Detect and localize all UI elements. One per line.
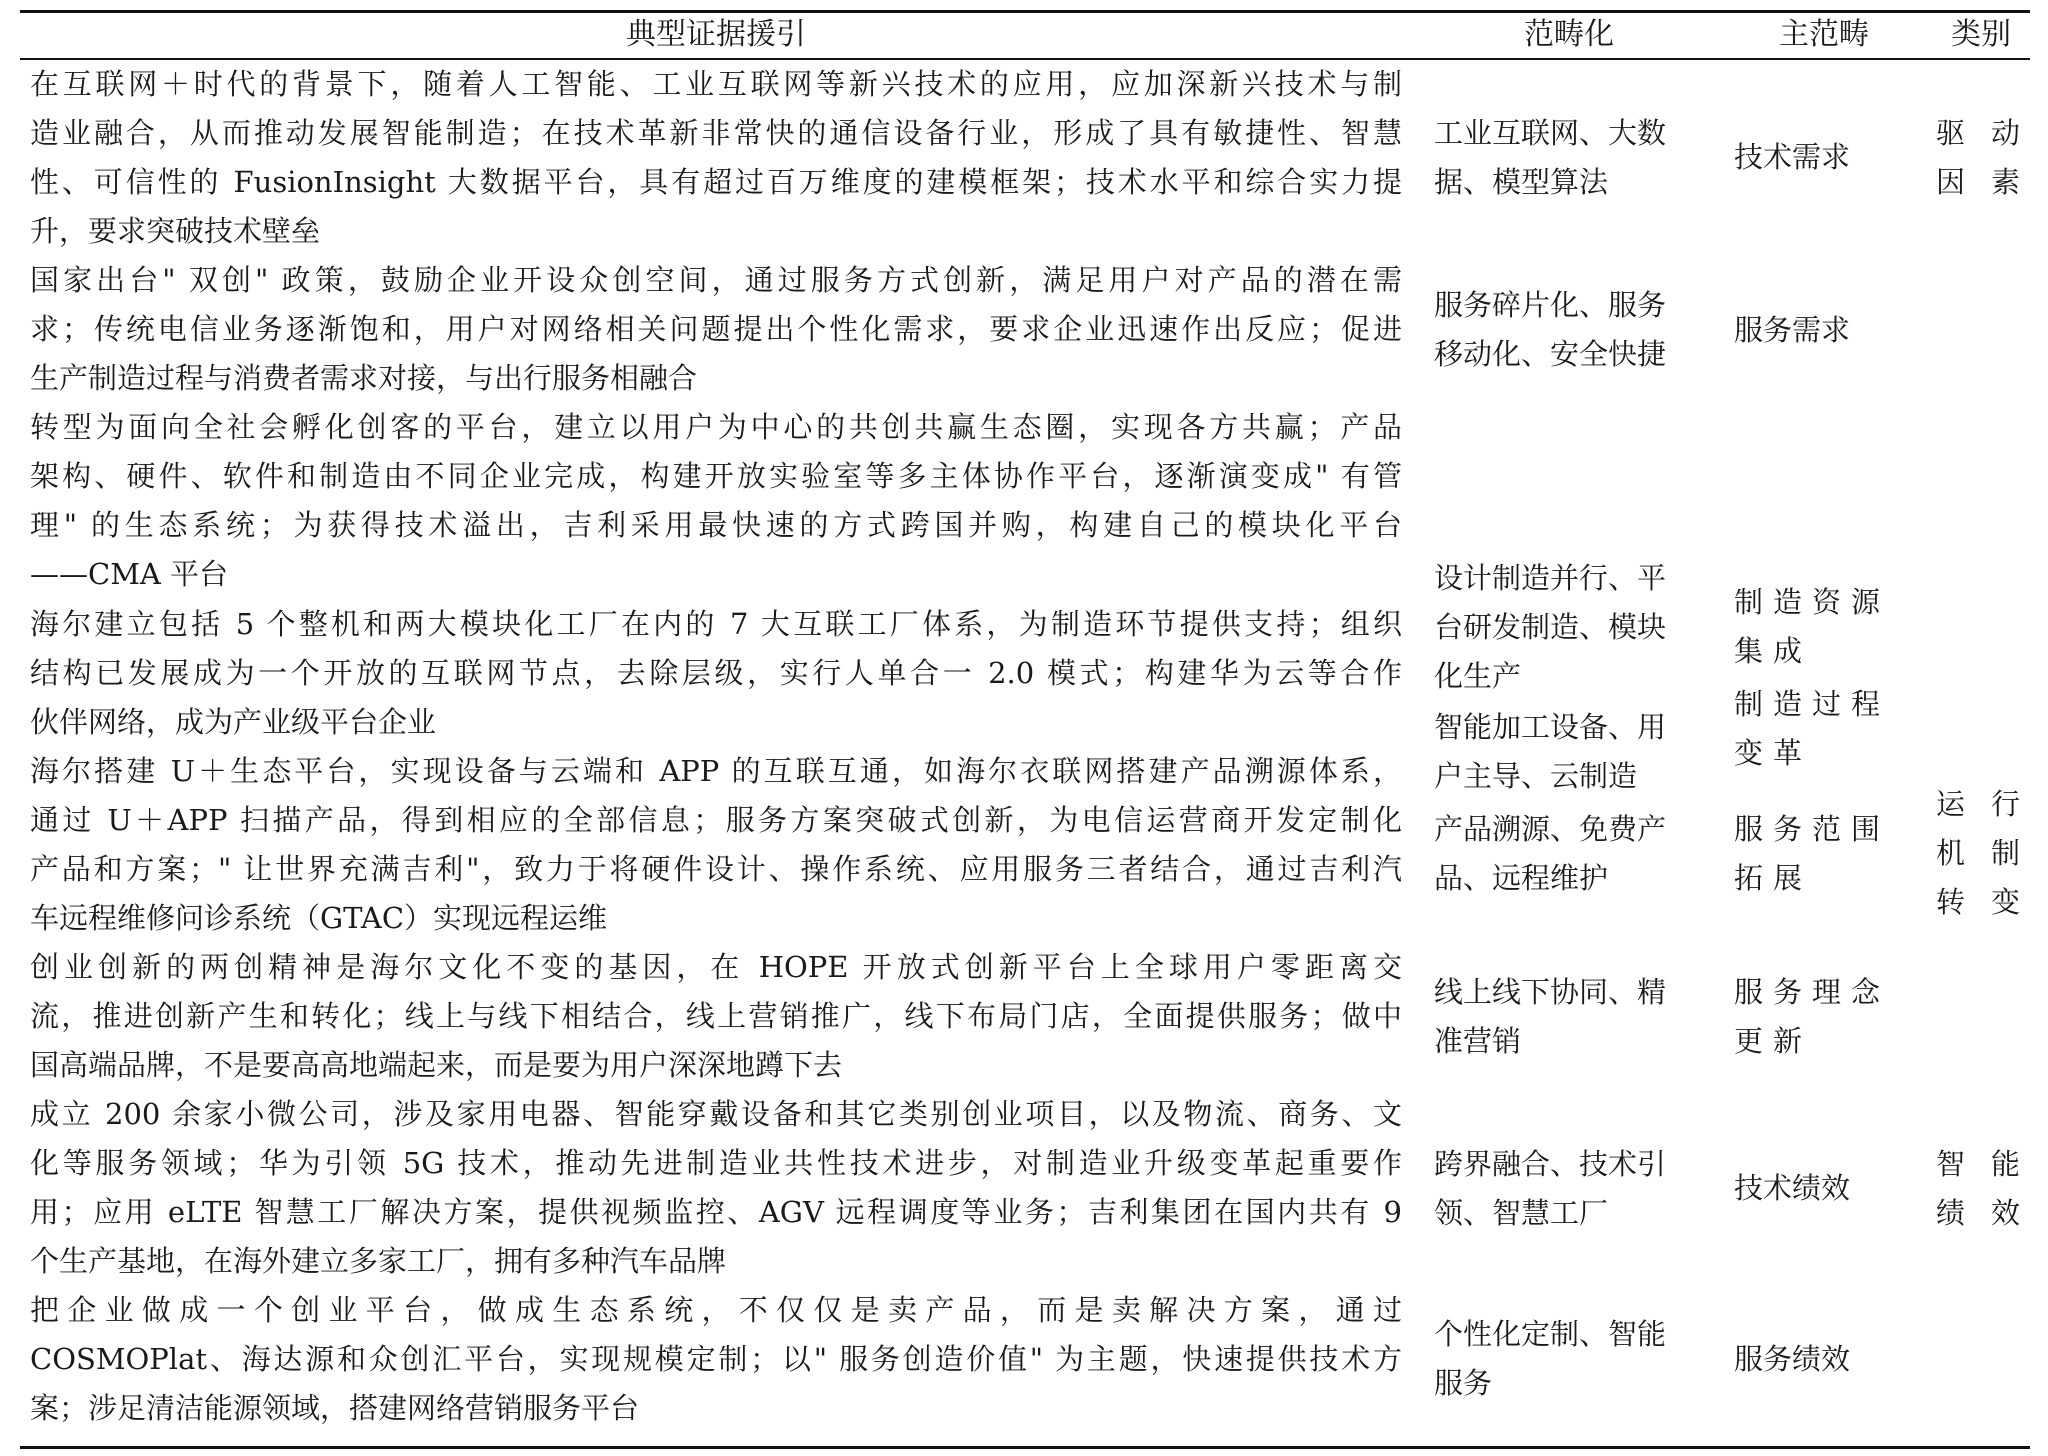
row-6-evidence: 创业创新的两创精神是海尔文化不变的基因，在 HOPE 开放式创新平台上全球用户零距离交 流，推进创新产生和转化；线上与线下相结合，线上营销推广，线下布局门店，全面提供服务；做中 国高端品牌，不是要高高地端起来，而是要为用户深深地蹲下去 (30, 950, 1402, 1082)
row-2-evidence: 国家出台" 双创" 政策，鼓励企业开设众创空间，通过服务方式创新，满足用户对产品的潜在需 求；传统电信业务逐渐饱和，用户对网络相关问题提出个性化需求，要求企业迅速作出反应；促进 生产制造过程与消费者需求对接，与出行服务相融合 (30, 263, 1402, 395)
row-2-main: 服务需求 (1734, 313, 1851, 347)
table-bottom-rule (20, 1446, 2030, 1449)
row-3-main: 制造资源 集成 (1734, 585, 1891, 668)
row-2-category: 服务碎片化、服务 移动化、安全快捷 (1434, 288, 1667, 371)
row-7-category: 跨界融合、技术引 领、智慧工厂 (1434, 1147, 1667, 1230)
row-4-main: 制造过程 变革 (1734, 687, 1891, 770)
row-5-category: 产品溯源、免费产 品、远程维护 (1434, 812, 1667, 895)
header-evidence: 典型证据援引 (626, 17, 806, 52)
row-4-category: 智能加工设备、用 户主导、云制造 (1434, 710, 1667, 793)
row-1-evidence: 在互联网＋时代的背景下，随着人工智能、工业互联网等新兴技术的应用，应加深新兴技术与制 造业融合，从而推动发展智能制造；在技术革新非常快的通信设备行业，形成了具有敏捷性、智慧 性、可信性的 FusionInsight 大数据平台，具有超过百万维度的建模框架；技术水平和综合实力提 升，要求突破技术壁垒 (30, 67, 1402, 248)
row-6-category: 线上线下协同、精 准营销 (1434, 975, 1667, 1058)
row-3-category: 设计制造并行、平 台研发制造、模块 化生产 (1434, 561, 1667, 693)
class-driving-factors: 驱动 因素 (1936, 116, 2047, 199)
row-3-evidence: 转型为面向全社会孵化创客的平台，建立以用户为中心的共创共赢生态圈，实现各方共赢；产品 架构、硬件、软件和制造由不同企业完成，构建开放实验室等多主体协作平台，逐渐演变成" 有管 理" 的生态系统；为获得技术溢出，吉利采用最快速的方式跨国并购，构建自己的模块化平台 ——CMA 平台 (30, 410, 1402, 591)
row-1-main: 技术需求 (1734, 140, 1851, 174)
row-7-evidence: 成立 200 余家小微公司，涉及家用电器、智能穿戴设备和其它类别创业项目，以及物流、商务、文 化等服务领域；华为引领 5G 技术，推动先进制造业共性技术进步，对制造业升级变革起重要作 用；应用 eLTE 智慧工厂解决方案，提供视频监控、AGV 远程调度等业务；吉利集团在国内共有 9 个生产基地，在海外建立多家工厂，拥有多种汽车品牌 (30, 1097, 1402, 1278)
row-6-main: 服务理念 更新 (1734, 975, 1891, 1058)
header-main-category: 主范畴 (1779, 17, 1869, 52)
row-7-main: 技术绩效 (1734, 1171, 1851, 1205)
row-1-category: 工业互联网、大数 据、模型算法 (1434, 116, 1667, 199)
row-5-evidence: 海尔搭建 U＋生态平台，实现设备与云端和 APP 的互联互通，如海尔衣联网搭建产品溯源体系， 通过 U＋APP 扫描产品，得到相应的全部信息；服务方案突破式创新，为电信运营商开发定制化 产品和方案；" 让世界充满吉利"，致力于将硬件设计、操作系统、应用服务三者结合，通过吉利汽 车远程维修问诊系统（GTAC）实现远程运维 (30, 754, 1402, 935)
row-8-category: 个性化定制、智能 服务 (1434, 1317, 1667, 1400)
row-4-evidence: 海尔建立包括 5 个整机和两大模块化工厂在内的 7 大互联工厂体系，为制造环节提供支持；组织 结构已发展成为一个开放的互联网节点，去除层级，实行人单合一 2.0 模式；构建华为云等合作 伙伴网络，成为产业级平台企业 (30, 607, 1402, 739)
row-8-main: 服务绩效 (1734, 1342, 1851, 1376)
header-category: 范畴化 (1524, 17, 1614, 52)
class-mechanism-change: 运行 机制 转变 (1936, 787, 2047, 919)
row-5-main: 服务范围 拓展 (1734, 812, 1891, 895)
class-intelligent-performance: 智能 绩效 (1936, 1147, 2047, 1230)
header-class: 类别 (1951, 17, 2011, 52)
row-8-evidence: 把企业做成一个创业平台，做成生态系统，不仅仅是卖产品，而是卖解决方案，通过 COSMOPlat、海达源和众创汇平台，实现规模定制；以" 服务创造价值" 为主题，快速提供技术方 案；涉足清洁能源领域，搭建网络营销服务平台 (30, 1293, 1402, 1425)
